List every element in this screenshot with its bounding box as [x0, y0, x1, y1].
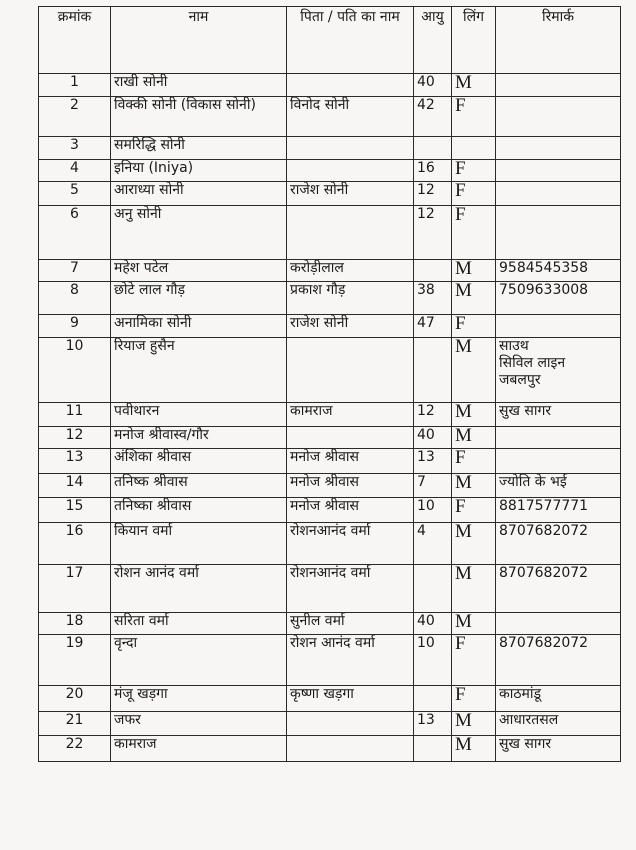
father-cell — [287, 160, 414, 182]
serial-cell: 7 — [39, 260, 111, 282]
gender-header: लिंग — [452, 7, 496, 74]
name-cell: रियाज हुसैन — [111, 338, 287, 403]
age-cell: 40 — [414, 613, 452, 635]
father-cell: राजेश सोनी — [287, 315, 414, 338]
serial-cell: 15 — [39, 498, 111, 523]
serial-cell: 18 — [39, 613, 111, 635]
gender-cell: M — [452, 736, 496, 762]
remark-header: रिमार्क — [496, 7, 621, 74]
father-cell: रोशनआनंद वर्मा — [287, 523, 414, 565]
age-cell: 7 — [414, 474, 452, 498]
age-header: आयु — [414, 7, 452, 74]
serial-cell: 6 — [39, 206, 111, 260]
name-cell: रोशन आनंद वर्मा — [111, 565, 287, 613]
age-cell: 16 — [414, 160, 452, 182]
father-cell: रोशन आनंद वर्मा — [287, 635, 414, 686]
serial-cell: 12 — [39, 427, 111, 449]
remark-cell: आधारतसल — [496, 712, 621, 736]
name-cell: मंजू खड़गा — [111, 686, 287, 712]
name-cell: अंशिका श्रीवास — [111, 449, 287, 474]
name-cell: सरिता वर्मा — [111, 613, 287, 635]
serial-cell: 22 — [39, 736, 111, 762]
serial-header: क्रमांक — [39, 7, 111, 74]
table-row — [39, 449, 621, 474]
remark-cell — [496, 613, 621, 635]
table-row — [39, 736, 621, 762]
gender-cell: M — [452, 427, 496, 449]
table-row — [39, 137, 621, 160]
gender-cell: F — [452, 498, 496, 523]
name-cell: महेश पटेल — [111, 260, 287, 282]
name-cell: अनामिका सोनी — [111, 315, 287, 338]
remark-cell: 8707682072 — [496, 635, 621, 686]
remark-cell — [496, 449, 621, 474]
table-row — [39, 338, 621, 403]
serial-cell: 14 — [39, 474, 111, 498]
father-cell: करोड़ीलाल — [287, 260, 414, 282]
father-cell: सुनील वर्मा — [287, 613, 414, 635]
name-cell: कियान वर्मा — [111, 523, 287, 565]
remark-cell: सुख सागर — [496, 736, 621, 762]
table-body — [39, 74, 621, 762]
table-row — [39, 712, 621, 736]
gender-cell: F — [452, 182, 496, 206]
name-cell: अनु सोनी — [111, 206, 287, 260]
remark-cell: 9584545358 — [496, 260, 621, 282]
serial-cell: 1 — [39, 74, 111, 97]
name-cell: तनिष्क श्रीवास — [111, 474, 287, 498]
name-cell: पवीथारन — [111, 403, 287, 427]
remark-cell — [496, 74, 621, 97]
table-row — [39, 74, 621, 97]
table-row — [39, 498, 621, 523]
name-cell: समरिद्धि सोनी — [111, 137, 287, 160]
name-cell: मनोज श्रीवास्व/गौर — [111, 427, 287, 449]
age-cell: 40 — [414, 427, 452, 449]
age-cell: 47 — [414, 315, 452, 338]
father-cell — [287, 137, 414, 160]
father-cell — [287, 206, 414, 260]
serial-cell: 9 — [39, 315, 111, 338]
age-cell: 13 — [414, 449, 452, 474]
name-cell: वृन्दा — [111, 635, 287, 686]
serial-cell: 10 — [39, 338, 111, 403]
father-cell: प्रकाश गौड़ — [287, 282, 414, 315]
age-cell: 10 — [414, 635, 452, 686]
gender-cell: M — [452, 403, 496, 427]
age-cell: 12 — [414, 206, 452, 260]
gender-cell: F — [452, 160, 496, 182]
father-header: पिता / पति का नाम — [287, 7, 414, 74]
table-row — [39, 686, 621, 712]
serial-cell: 13 — [39, 449, 111, 474]
gender-cell: M — [452, 260, 496, 282]
gender-cell: M — [452, 338, 496, 403]
father-cell — [287, 712, 414, 736]
father-cell — [287, 338, 414, 403]
serial-cell: 17 — [39, 565, 111, 613]
table-row — [39, 315, 621, 338]
table-row — [39, 260, 621, 282]
gender-cell: F — [452, 97, 496, 137]
gender-cell: F — [452, 206, 496, 260]
table-row — [39, 182, 621, 206]
gender-cell: M — [452, 565, 496, 613]
remark-cell: काठमांडू — [496, 686, 621, 712]
table-row — [39, 403, 621, 427]
father-cell: रोशनआनंद वर्मा — [287, 565, 414, 613]
serial-cell: 5 — [39, 182, 111, 206]
age-cell — [414, 260, 452, 282]
table-row — [39, 474, 621, 498]
gender-cell: M — [452, 474, 496, 498]
father-cell: राजेश सोनी — [287, 182, 414, 206]
age-cell — [414, 338, 452, 403]
father-cell: विनोद सोनी — [287, 97, 414, 137]
name-cell: कामराज — [111, 736, 287, 762]
register-table — [38, 6, 621, 762]
serial-cell: 2 — [39, 97, 111, 137]
name-cell: छोटे लाल गौड़ — [111, 282, 287, 315]
serial-cell: 3 — [39, 137, 111, 160]
table-row — [39, 97, 621, 137]
remark-cell: सुख सागर — [496, 403, 621, 427]
remark-cell — [496, 97, 621, 137]
serial-cell: 8 — [39, 282, 111, 315]
age-cell: 42 — [414, 97, 452, 137]
remark-cell: 8817577771 — [496, 498, 621, 523]
age-cell: 10 — [414, 498, 452, 523]
remark-cell: 8707682072 — [496, 565, 621, 613]
gender-cell: F — [452, 686, 496, 712]
gender-cell — [452, 137, 496, 160]
age-cell — [414, 137, 452, 160]
age-cell — [414, 565, 452, 613]
table-row — [39, 565, 621, 613]
name-header: नाम — [111, 7, 287, 74]
age-cell: 40 — [414, 74, 452, 97]
header-row — [39, 7, 621, 74]
name-cell: जफर — [111, 712, 287, 736]
gender-cell: M — [452, 74, 496, 97]
serial-cell: 4 — [39, 160, 111, 182]
gender-cell: M — [452, 712, 496, 736]
serial-cell: 19 — [39, 635, 111, 686]
remark-cell — [496, 427, 621, 449]
remark-cell — [496, 315, 621, 338]
name-cell: इनिया (Iniya) — [111, 160, 287, 182]
remark-cell — [496, 182, 621, 206]
gender-cell: F — [452, 449, 496, 474]
father-cell: कृष्णा खड़गा — [287, 686, 414, 712]
remark-cell: 7509633008 — [496, 282, 621, 315]
gender-cell: M — [452, 523, 496, 565]
age-cell — [414, 686, 452, 712]
father-cell: मनोज श्रीवास — [287, 474, 414, 498]
remark-cell — [496, 137, 621, 160]
remark-cell: साउथ सिविल लाइन जबलपुर — [496, 338, 621, 403]
age-cell: 4 — [414, 523, 452, 565]
name-cell: विक्की सोनी (विकास सोनी) — [111, 97, 287, 137]
name-cell: आराध्या सोनी — [111, 182, 287, 206]
table-row — [39, 613, 621, 635]
table-row — [39, 206, 621, 260]
father-cell — [287, 736, 414, 762]
remark-cell — [496, 206, 621, 260]
age-cell — [414, 736, 452, 762]
table-row — [39, 282, 621, 315]
name-cell: राखी सोनी — [111, 74, 287, 97]
father-cell — [287, 427, 414, 449]
name-cell: तनिष्का श्रीवास — [111, 498, 287, 523]
remark-cell — [496, 160, 621, 182]
table-row — [39, 427, 621, 449]
father-cell: कामराज — [287, 403, 414, 427]
table-row — [39, 160, 621, 182]
father-cell — [287, 74, 414, 97]
age-cell: 12 — [414, 182, 452, 206]
serial-cell: 20 — [39, 686, 111, 712]
remark-cell: 8707682072 — [496, 523, 621, 565]
serial-cell: 16 — [39, 523, 111, 565]
remark-cell: ज्योति के भई — [496, 474, 621, 498]
age-cell: 12 — [414, 403, 452, 427]
gender-cell: F — [452, 315, 496, 338]
age-cell: 38 — [414, 282, 452, 315]
age-cell: 13 — [414, 712, 452, 736]
serial-cell: 11 — [39, 403, 111, 427]
father-cell: मनोज श्रीवास — [287, 498, 414, 523]
father-cell: मनोज श्रीवास — [287, 449, 414, 474]
table-row — [39, 635, 621, 686]
gender-cell: M — [452, 613, 496, 635]
gender-cell: M — [452, 282, 496, 315]
serial-cell: 21 — [39, 712, 111, 736]
gender-cell: F — [452, 635, 496, 686]
table-row — [39, 523, 621, 565]
